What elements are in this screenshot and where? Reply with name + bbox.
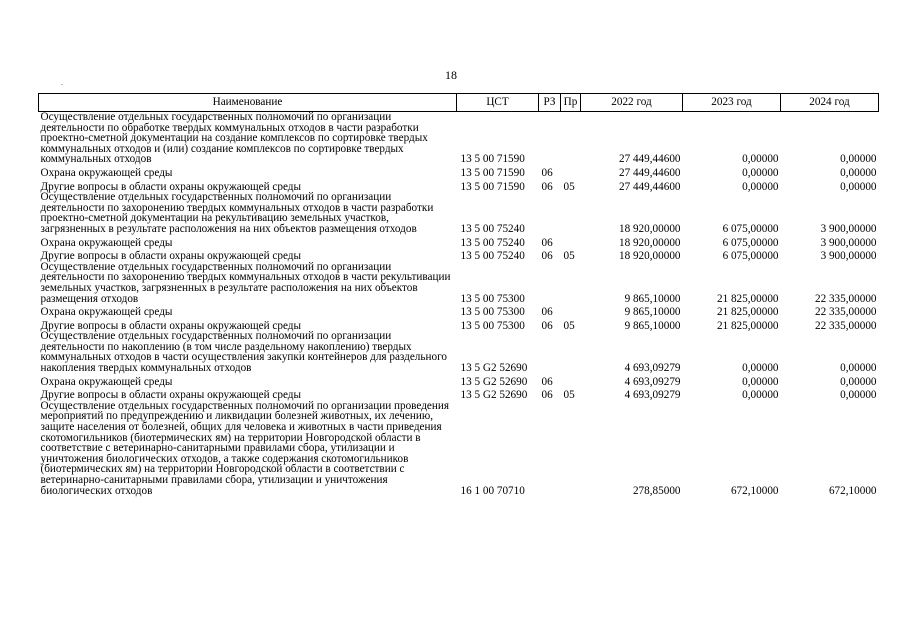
cell-y2023: 6 075,00000 [722,236,779,249]
cell-y2023: 0,00000 [742,166,779,179]
cell-name: Другие вопросы в области охраны окружающей среды [40,389,302,402]
cell-pr [561,235,581,249]
cell-y2024: 22 335,00000 [814,292,877,305]
cell-y2024: 0,00000 [840,389,877,402]
cell-rz: 06 [541,375,553,388]
header-name: Наименование [39,94,457,112]
cell-y2022: 18 920,00000 [618,236,681,249]
cell-y2024: 0,00000 [840,166,877,179]
cell-pr: 05 [563,389,575,402]
cell-name: Охрана окружающей среды [40,375,173,388]
cell-pr [561,165,581,179]
cell-name: Осуществление отдельных государственных полномочий по организации деятельности по захоронению твердых коммунальных отходов в части разработки проектно-сметной документации на рекультивацию земельных участков, загрязненных в результате расположения на них объектов размещения отходов [40,191,434,235]
table-body [39,112,879,497]
table-row [39,262,879,304]
cell-pr: 05 [563,180,575,193]
cell-rz: 06 [541,319,553,332]
cell-cst: 13 5 G2 52690 [460,362,528,375]
cell-pr: 05 [563,250,575,263]
cell-name: Осуществление отдельных государственных полномочий по организации деятельности по накоплению (в том числе раздельному накоплению) твердых коммунальных отходов в части осуществления закупки контейнеров для раздельного накопления твердых коммунальных отходов [40,330,447,375]
scan-mark: . [61,78,63,87]
cell-y2022: 27 449,44600 [618,166,681,179]
cell-y2023: 21 825,00000 [716,306,779,319]
cell-cst: 16 1 00 70710 [460,484,525,497]
cell-pr [561,192,581,234]
header-pr: Пр [561,94,581,112]
cell-name: Другие вопросы в области охраны окружающей среды [40,250,302,263]
table-row [39,331,879,373]
table-row [39,235,879,249]
table-row [39,179,879,193]
cell-y2024: 22 335,00000 [814,319,877,332]
cell-y2024: 0,00000 [840,180,877,193]
cell-y2022: 18 920,00000 [618,250,681,263]
cell-rz: 06 [541,389,553,402]
cell-cst: 13 5 00 75300 [460,292,525,305]
table-row [39,387,879,401]
header-rz: РЗ [539,94,561,112]
cell-y2024: 672,10000 [828,484,877,497]
cell-cst: 13 5 00 75240 [460,250,525,263]
cell-cst: 13 5 G2 52690 [460,375,528,388]
cell-y2024: 0,00000 [840,375,877,388]
cell-rz: 06 [541,250,553,263]
cell-y2023: 6 075,00000 [722,222,779,235]
cell-rz [539,331,561,373]
table-header [39,94,879,112]
cell-pr [561,112,581,165]
cell-y2023: 21 825,00000 [716,292,779,305]
cell-y2023: 0,00000 [742,153,779,166]
cell-pr [561,331,581,373]
cell-cst: 13 5 00 71590 [460,180,525,193]
cell-name: Охрана окружающей среды [40,166,173,179]
header-cst: ЦСТ [457,94,539,112]
cell-y2022: 4 693,09279 [624,389,681,402]
page-number: 18 [445,68,457,82]
table-row [39,112,879,165]
table-row [39,192,879,234]
cell-y2023: 672,10000 [730,484,779,497]
cell-y2024: 22 335,00000 [814,306,877,319]
cell-name: Другие вопросы в области охраны окружающей среды [40,319,302,332]
cell-rz [539,262,561,304]
budget-table [38,93,879,496]
cell-rz [539,112,561,165]
cell-y2024: 3 900,00000 [820,236,877,249]
cell-cst: 13 5 00 71590 [460,166,525,179]
cell-y2024: 3 900,00000 [820,222,877,235]
cell-rz [539,401,561,496]
cell-y2022: 27 449,44600 [618,153,681,166]
cell-cst: 13 5 00 71590 [460,153,525,166]
cell-pr [561,262,581,304]
cell-pr [561,304,581,318]
cell-rz: 06 [541,180,553,193]
cell-y2022: 278,85000 [632,484,681,497]
cell-y2022: 4 693,09279 [624,362,681,375]
cell-rz: 06 [541,306,553,319]
cell-y2024: 0,00000 [840,362,877,375]
cell-rz: 06 [541,166,553,179]
header-2024: 2024 год [781,94,879,112]
header-2022: 2022 год [581,94,683,112]
cell-y2023: 0,00000 [742,362,779,375]
cell-name: Осуществление отдельных государственных полномочий по организации деятельности по обработке твердых коммунальных отходов в части разработки проектно-сметной документации на создание комплексов по сортировке твердых коммунальных отходов и (или) создание комплексов по сортировке твердых коммунальных отходов [40,111,428,166]
cell-y2023: 0,00000 [742,180,779,193]
table-row [39,401,879,496]
cell-y2023: 0,00000 [742,389,779,402]
cell-name: Другие вопросы в области охраны окружающей среды [40,180,302,193]
cell-cst: 13 5 00 75240 [460,222,525,235]
cell-pr: 05 [563,319,575,332]
cell-name: Осуществление отдельных государственных полномочий по организации проведения мероприятий по предупреждению и ликвидации болезней животных, их лечению, защите населения от болезней, общих для человека и животных в части приведения скотомогильников (биотермических ям) на территории Новгородской области в соответствие с ветеринарно-санитарными правилами сбора, утилизации и уничтожения биологических отходов, а также содержания скотомогильников (биотермических ям) на территории Новгородской области в соответствии с ветеринарно-санитарными правилами сбора, утилизации и уничтожения биологических отходов [40,399,449,497]
table-row [39,318,879,332]
cell-cst: 13 5 G2 52690 [460,389,528,402]
table-row [39,165,879,179]
cell-y2022: 9 865,10000 [624,319,681,332]
cell-y2024: 3 900,00000 [820,250,877,263]
cell-name: Охрана окружающей среды [40,306,173,319]
table-row [39,374,879,388]
cell-y2023: 21 825,00000 [716,319,779,332]
cell-pr [561,374,581,388]
cell-rz: 06 [541,236,553,249]
cell-y2022: 18 920,00000 [618,222,681,235]
cell-name: Осуществление отдельных государственных полномочий по организации деятельности по захоронению твердых коммунальных отходов в части рекультивации земельных участков, загрязненных в результате расположения на них объектов размещения отходов [40,260,451,305]
cell-y2022: 27 449,44600 [618,180,681,193]
cell-rz [539,192,561,234]
cell-cst: 13 5 00 75300 [460,319,525,332]
cell-y2024: 0,00000 [840,153,877,166]
cell-y2022: 9 865,10000 [624,306,681,319]
table-row [39,248,879,262]
cell-y2022: 9 865,10000 [624,292,681,305]
cell-y2022: 4 693,09279 [624,375,681,388]
cell-y2023: 6 075,00000 [722,250,779,263]
table-row [39,304,879,318]
cell-pr [561,401,581,496]
cell-cst: 13 5 00 75240 [460,236,525,249]
cell-cst: 13 5 00 75300 [460,306,525,319]
cell-name: Охрана окружающей среды [40,236,173,249]
header-2023: 2023 год [683,94,781,112]
cell-y2023: 0,00000 [742,375,779,388]
